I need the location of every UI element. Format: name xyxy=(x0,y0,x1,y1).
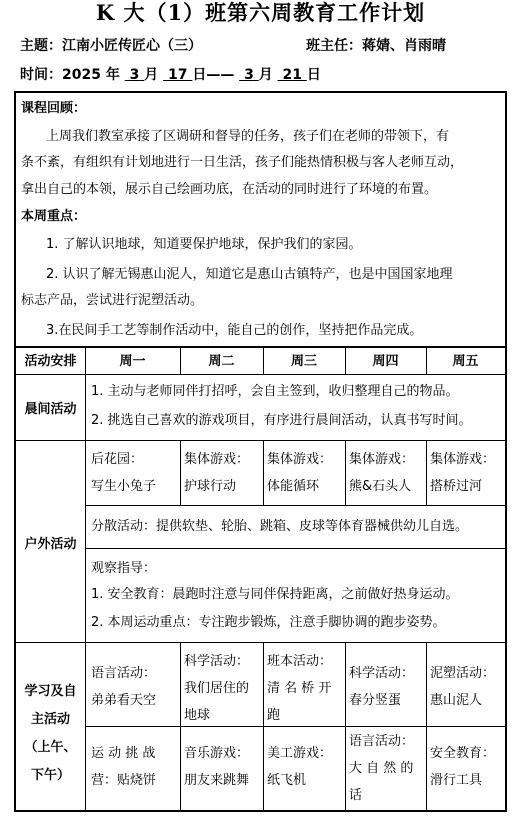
time-line xyxy=(20,65,321,85)
header-day-fri: 周五 xyxy=(452,354,479,369)
study-r2-fri-line-2: 滑行工具 xyxy=(430,773,483,788)
review-line-2: 条不紊，有组织有计划地进行一日生活，孩子们能热情积极与客人老师互动， xyxy=(21,155,464,170)
column-line-label xyxy=(85,346,86,810)
study-r2-thu-line-3: 话 xyxy=(349,788,363,803)
study-r1-thu xyxy=(349,662,414,712)
study-r1-mon-line-2: 弟弟看天空 xyxy=(91,693,157,708)
header-day-thu: 周四 xyxy=(372,354,399,369)
study-r1-fri-line-1: 泥塑活动： xyxy=(430,666,496,681)
focus-item-1: 1. 了解认识地球，知道要保护地球，保护我们的家园。 xyxy=(46,237,362,252)
study-r1-wed xyxy=(267,650,332,727)
month-char-2: 月 xyxy=(258,67,273,83)
focus-item-3: 3.在民间手工艺等制作活动中，能自己的创作，坚持把作品完成。 xyxy=(46,323,423,338)
review-heading: 课程回顾： xyxy=(21,101,87,116)
outdoor-tue-line-2: 护球行动 xyxy=(184,479,237,494)
page-title: K 大（1）班第六周教育工作计划 xyxy=(95,0,426,25)
study-r1-tue-line-2: 我们居住的 xyxy=(184,681,250,696)
study-label-line-4: 下午） xyxy=(30,768,70,783)
divider-outdoor-split xyxy=(85,548,505,549)
study-r2-tue-line-2: 朋友来跳舞 xyxy=(184,773,250,788)
study-r2-mon-line-2: 营：贴烧饼 xyxy=(91,773,157,788)
day-char-2: 日 xyxy=(306,67,321,83)
outdoor-fri-line-2: 搭桥过河 xyxy=(430,479,483,494)
study-r1-fri xyxy=(430,662,495,712)
start-day: 17 xyxy=(167,67,188,83)
divider-outdoor-bottom xyxy=(16,642,505,643)
study-r2-wed-line-1: 美工游戏： xyxy=(267,746,333,761)
outdoor-mon-line-2: 写生小兔子 xyxy=(91,479,157,494)
study-r1-thu-line-2: 春分竖蛋 xyxy=(349,693,402,708)
study-r1-wed-line-3: 跑 xyxy=(267,708,281,723)
outdoor-thu-line-2: 熊&石头人 xyxy=(349,479,412,494)
study-r2-fri-line-1: 安全教育： xyxy=(430,746,496,761)
study-r2-tue xyxy=(184,742,249,792)
study-r1-tue-line-1: 科学活动： xyxy=(184,654,250,669)
column-line-4-study xyxy=(426,642,427,810)
outdoor-observation-title: 观察指导： xyxy=(91,561,157,576)
header-day-mon: 周一 xyxy=(119,354,146,369)
review-line-1: 上周我们教室承接了区调研和督导的任务，孩子们在老师的带领下，有 xyxy=(46,129,450,144)
study-r1-tue-line-3: 地球 xyxy=(184,708,211,723)
outdoor-thu-line-1: 集体游戏： xyxy=(349,452,415,467)
study-r1-fri-line-2: 惠山泥人 xyxy=(430,693,483,708)
study-r2-thu-line-1: 语言活动： xyxy=(349,734,415,749)
study-r1-wed-line-1: 班本活动： xyxy=(267,654,333,669)
morning-label: 晨间活动 xyxy=(24,402,77,417)
study-r1-mon-line-1: 语言活动： xyxy=(91,666,157,681)
teacher-label: 班主任：蒋婧、肖雨晴 xyxy=(306,38,446,54)
study-r2-thu-line-2: 大 自 然 的 xyxy=(349,761,414,776)
outdoor-split-activity: 分散活动：提供软垫、轮胎、跳箱、皮球等体育器械供幼儿自选。 xyxy=(91,519,469,534)
column-line-2-outdoor xyxy=(263,440,264,506)
review-line-3: 拿出自己的本领，展示自己绘画功底，在活动的同时进行了环境的布置。 xyxy=(21,182,438,197)
outdoor-fri-line-1: 集体游戏： xyxy=(430,452,496,467)
end-day: 21 xyxy=(282,67,302,83)
header-activity-label: 活动安排 xyxy=(24,354,77,369)
study-r1-wed-line-2: 清 名 桥 开 xyxy=(267,681,332,696)
morning-line-2: 2. 挑选自己喜欢的游戏项目，有序进行晨间活动，认真书写时间。 xyxy=(91,413,472,428)
focus-item-2-line-2: 标志产品，尝试进行泥塑活动。 xyxy=(21,293,204,308)
plan-table xyxy=(14,91,507,812)
study-label xyxy=(16,678,85,790)
start-month: 3 xyxy=(129,67,140,83)
focus-heading: 本周重点： xyxy=(21,209,87,224)
header-day-tue: 周二 xyxy=(208,354,235,369)
divider-header-top xyxy=(16,346,505,348)
outdoor-wed-line-1: 集体游戏： xyxy=(267,452,333,467)
study-r2-fri xyxy=(430,742,495,792)
study-r2-mon-line-1: 运 动 挑 战 xyxy=(91,746,156,761)
outdoor-mon-line-1: 后花园： xyxy=(91,452,144,467)
end-month: 3 xyxy=(244,67,254,83)
column-line-4-outdoor xyxy=(426,440,427,506)
column-line-1-study xyxy=(180,642,181,810)
divider-morning-bottom xyxy=(16,440,505,441)
month-char-1: 月 xyxy=(144,67,159,83)
study-label-line-3: （上午、 xyxy=(24,740,77,755)
column-line-1-outdoor xyxy=(180,440,181,506)
column-line-3-outdoor xyxy=(345,440,346,506)
outdoor-label: 户外活动 xyxy=(24,537,77,552)
study-r2-mon xyxy=(91,742,156,792)
column-line-3-study xyxy=(345,642,346,810)
divider-header-bottom xyxy=(16,374,505,375)
morning-line-1: 1. 主动与老师同伴打招呼，会自主签到，收归整理自己的物品。 xyxy=(91,384,459,399)
time-prefix: 时间：2025 年 xyxy=(20,67,120,83)
column-line-2-study xyxy=(263,642,264,810)
divider-outdoor-daily xyxy=(85,505,505,506)
study-r1-mon xyxy=(91,662,156,712)
outdoor-wed-line-2: 体能循环 xyxy=(267,479,320,494)
study-r1-tue xyxy=(184,650,249,727)
study-r2-tue-line-1: 音乐游戏： xyxy=(184,746,250,761)
study-r2-wed-line-2: 纸飞机 xyxy=(267,773,307,788)
study-r2-thu xyxy=(349,730,414,807)
outdoor-tue-line-1: 集体游戏： xyxy=(184,452,250,467)
outdoor-observation-1: 1. 安全教育：晨跑时注意与同伴保持距离，之前做好热身运动。 xyxy=(91,587,459,602)
focus-item-2-line-1: 2. 认识了解无锡惠山泥人，知道它是惠山古镇特产，也是中国国家地理 xyxy=(46,267,453,282)
study-label-line-1: 学习及自 xyxy=(24,684,77,699)
header-day-wed: 周三 xyxy=(290,354,317,369)
study-label-line-2: 主活动 xyxy=(30,712,70,727)
theme-label: 主题：江南小匠传匠心（三） xyxy=(20,38,202,54)
study-r1-thu-line-1: 科学活动： xyxy=(349,666,415,681)
day-char-1: 日—— xyxy=(192,67,235,83)
outdoor-observation-2: 2. 本周运动重点：专注跑步锻炼，注意手脚协调的跑步姿势。 xyxy=(91,615,446,630)
study-r2-wed xyxy=(267,742,332,792)
